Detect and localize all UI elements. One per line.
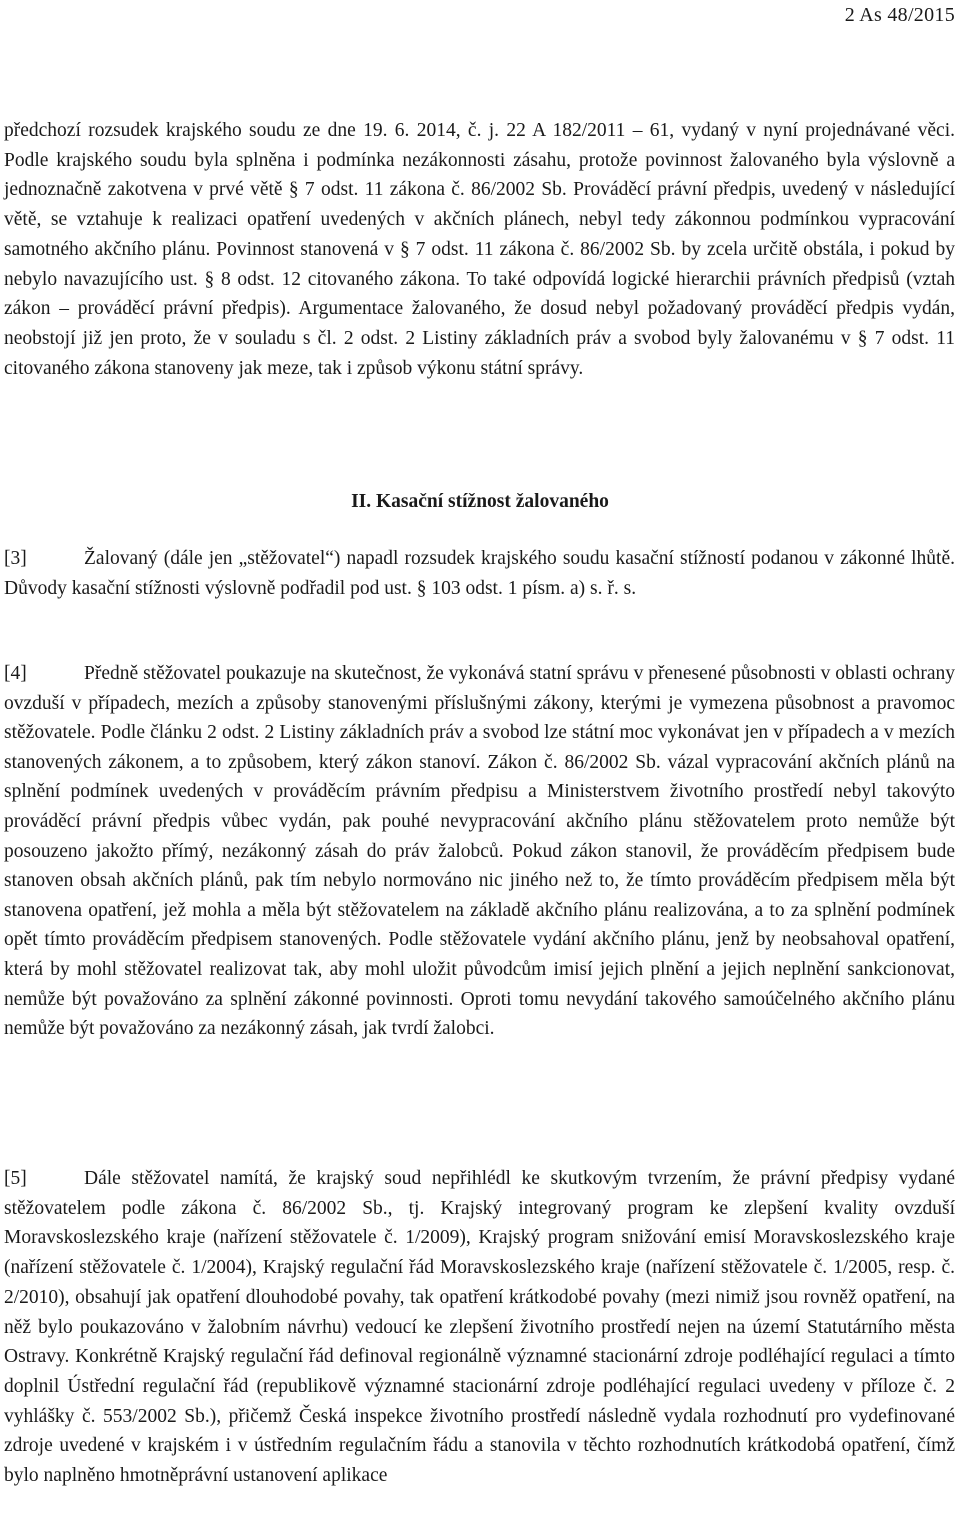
paragraph-number: [3]: [4, 548, 27, 569]
paragraph-text: Dále stěžovatel namítá, že krajský soud nepřihlédl ke skutkovým tvrzením, že právní předpisy vydané stěžovatelem podle zákona č. 86/2002 Sb., tj. Krajský integrovaný program ke zlepšení kvality ovzduší Moravskoslezského kraje (nařízení stěžovatele č. 1/2009), Krajský program snižování emisí Moravskoslezského kraje (nařízení stěžovatele č. 1/2004), Krajský regulační řád Moravskoslezského kraje (nařízení stěžovatele č. 1/2005, resp. č. 2/2010), obsahují jak opatření dlouhodobé povahy, tak opatření krátkodobé povahy (mezi nimiž jsou rovněž opatření, na něž bylo poukazováno v žalobním návrhu) vedoucí ke zlepšení životního prostředí nejen na území Statutárního města Ostravy. Konkrétně Krajský regulační řád definoval regionálně významné stacionární zdroje podléhající regulaci a tímto doplnil Ústřední regulační řád (republikově významné stacionární zdroje podléhající regulaci uvedeny v příloze č. 2 vyhlášky č. 553/2002 Sb.), přičemž Česká inspekce životního prostředí následně vydala rozhodnutí pro vydefinované zdroje uvedené v krajském i v ústředním regulačním řádu a stanovila v těchto rozhodnutích krátkodobá opatření, čímž bylo naplněno hmotněprávní ustanovení aplikace: [4, 1168, 955, 1487]
case-reference-header: 2 As 48/2015: [844, 4, 955, 26]
paragraph-3: [4, 544, 955, 603]
paragraph-text: Předně stěžovatel poukazuje na skutečnost, že vykonává statní správu v přenesené působnosti v oblasti ochrany ovzduší v případech, mezích a způsoby stanovenými příslušnými zákony, kterými je vymezena působnost a pravomoc stěžovatele. Podle článku 2 odst. 2 Listiny základních práv a svobod lze státní moc vykonávat jen v případech a v mezích stanovených zákonem, a to způsobem, který zákon stanoví. Zákon č. 86/2002 Sb. vázal vypracování akčních plánů na splnění podmínek uvedených v prováděcím právním předpisu a Ministerstvem životního prostředí nebyl takovýto prováděcí právní předpis vůbec vydán, pak pouhé nevypracování akčního plánu stěžovatelem proto nemůže být posouzeno jakožto přímý, nezákonný zásah do práv žalobců. Pokud zákon stanovil, že prováděcím předpisem bude stanoven obsah akčních plánů, pak tím nebylo normováno nic jiného než to, že tímto prováděcím předpisem měla být stanovena opatření, jež mohla a měla být stěžovatelem na základě akčního plánu realizována, a to za splnění podmínek opět tímto prováděcím předpisem stanovených. Podle stěžovatele vydání akčního plánu, jenž by neobsahoval opatření, která by mohl stěžovatel realizovat tak, aby mohl uložit původcům imisí jejich plnění a jejich neplnění sankcionovat, nemůže být považováno za splnění zákonné povinnosti. Oproti tomu nevydání takového samoúčelného akčního plánu nemůže být považováno za nezákonný zásah, jak tvrdí žalobci.: [4, 663, 955, 1040]
paragraph-4: [4, 659, 955, 1044]
section-heading: II. Kasační stížnost žalovaného: [351, 491, 609, 512]
paragraph-text: Žalovaný (dále jen „stěžovatel“) napadl rozsudek krajského soudu kasační stížností podanou v zákonné lhůtě. Důvody kasační stížnosti výslovně podřadil pod ust. § 103 odst. 1 písm. a) s. ř. s.: [4, 548, 955, 599]
paragraph-number: [5]: [4, 1168, 27, 1189]
paragraph-5: [4, 1164, 955, 1491]
paragraph-number: [4]: [4, 663, 27, 684]
intro-paragraph: předchozí rozsudek krajského soudu ze dne 19. 6. 2014, č. j. 22 A 182/2011 – 61, vydaný v nyní projednávané věci. Podle krajského soudu byla splněna i podmínka nezákonnosti zásahu, protože povinnost žalovaného byla výslovně a jednoznačně zakotvena v prvé větě § 7 odst. 11 zákona č. 86/2002 Sb. Prováděcí právní předpis, uvedený v následující větě, se vztahuje k realizaci opatření uvedených v akčních plánech, nebyl tedy zákonnou podmínkou vypracování samotného akčního plánu. Povinnost stanovená v § 7 odst. 11 zákona č. 86/2002 Sb. by zcela určitě obstála, i pokud by nebylo navazujícího ust. § 8 odst. 12 citovaného zákona. To také odpovídá logické hierarchii právních předpisů (vztah zákon – prováděcí právní předpis). Argumentace žalovaného, že dosud nebyl požadovaný prováděcí předpis vydán, neobstojí již jen proto, že v souladu s čl. 2 odst. 2 Listiny základních práv a svobod byly žalovanému v § 7 odst. 11 citovaného zákona stanoveny jak meze, tak i způsob výkonu státní správy.: [4, 120, 955, 379]
